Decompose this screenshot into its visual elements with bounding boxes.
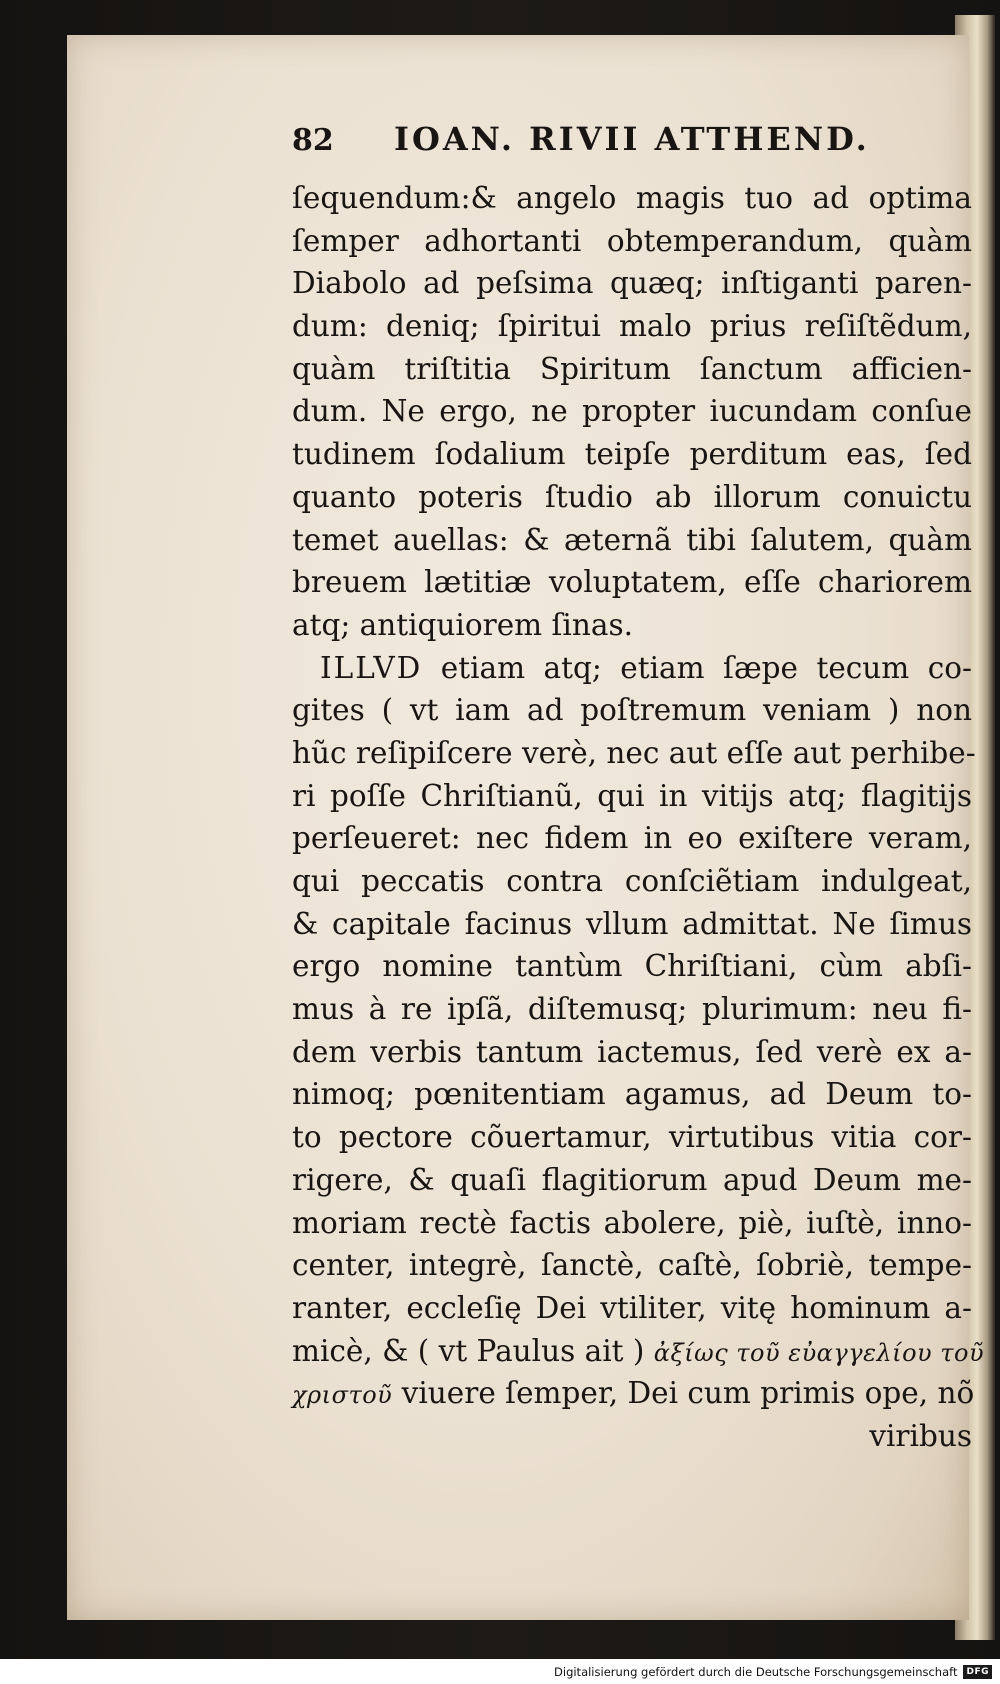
text-line: ri poſſe Chriſtianũ, qui in vitijs atq; flagitijs xyxy=(292,778,972,813)
paragraph-end-line: atq; antiquiorem ſinas. xyxy=(292,607,633,642)
text-line: Diabolo ad peſsima quæq; inſtiganti paren- xyxy=(292,266,972,301)
text-line: moriam rectè factis abolere, piè, iuſtè, inno- xyxy=(292,1205,972,1240)
text-line: rigere, & quaſi flagitiorum apud Deum me- xyxy=(292,1162,972,1197)
text-line: center, integrè, ſanctè, caſtè, ſobriè, tempe- xyxy=(292,1248,972,1283)
text-line: dem verbis tantum iactemus, ſed verè ex a- xyxy=(292,1034,972,1069)
paragraph-start-line xyxy=(292,647,972,690)
text-line: quàm triſtitia Spiritum ſanctum afficien- xyxy=(292,351,972,386)
text-line: dum: deniq; ſpiritui malo prius reſiſtẽdum, xyxy=(292,309,972,344)
page-number: 82 xyxy=(292,123,334,158)
text-line: mus à re ipſã, diſtemusq; plurimum: neu fi- xyxy=(292,992,972,1027)
page-content xyxy=(292,120,985,1453)
book-page xyxy=(67,35,985,1620)
body-text xyxy=(292,177,985,1458)
running-title: IOAN. RIVII ATTHEND. xyxy=(394,120,870,158)
text-line: gites ( vt iam ad poſtremum veniam ) non xyxy=(292,693,972,728)
text-line: perſeueret: nec fidem in eo exiſtere veram, xyxy=(292,821,972,856)
text-line: hũc reſipiſcere verè, nec aut eſſe aut perhibe- xyxy=(292,735,976,770)
text-line: temet auellas: & æternã tibi ſalutem, quàm xyxy=(292,522,972,557)
greek-quote-line xyxy=(292,1330,985,1373)
dfg-logo-icon: DFG xyxy=(963,1665,992,1679)
text-line: & capitale facinus vllum admittat. Ne ſimus xyxy=(292,906,972,941)
initial-word: ILLVD xyxy=(320,650,423,685)
text-line: nimoq; pœnitentiam agamus, ad Deum to- xyxy=(292,1077,972,1112)
text-fragment: etiam atq; etiam ſæpe tecum co- xyxy=(440,650,972,685)
text-line: dum. Ne ergo, ne propter iucundam conſue xyxy=(292,394,972,429)
text-line: ſequendum:& angelo magis tuo ad optima xyxy=(292,181,972,215)
running-header xyxy=(292,120,972,176)
text-fragment: viuere ſemper, Dei cum primis ope, nõ xyxy=(401,1376,975,1411)
text-line: breuem lætitiæ voluptatem, eſſe chariorem xyxy=(292,565,972,600)
text-line: qui peccatis contra conſciẽtiam indulgeat, xyxy=(292,864,972,898)
text-line: to pectore cõuertamur, virtutibus vitia cor- xyxy=(292,1120,972,1155)
digitization-footer xyxy=(0,1659,1000,1684)
catchword: viribus xyxy=(869,1418,972,1453)
footer-note: Digitalisierung gefördert durch die Deutsche Forschungsgemeinschaft xyxy=(554,1664,958,1679)
text-fragment: micè, & ( vt Paulus ait ) xyxy=(292,1333,645,1368)
greek-phrase: ἀξίως τοῦ εὐαγγελίου τοῦ xyxy=(653,1338,985,1367)
text-line: ergo nomine tantùm Chriſtiani, cùm abſi- xyxy=(292,949,972,984)
text-line: quanto poteris ſtudio ab illorum conuictu xyxy=(292,479,972,514)
text-line: tudinem ſodalium teipſe perditum eas, ſed xyxy=(292,437,972,472)
text-line: ranter, eccleſię Dei vtiliter, vitę hominum a- xyxy=(292,1290,972,1325)
greek-abbreviation: χριστοῦ xyxy=(292,1381,393,1410)
text-line xyxy=(292,1372,975,1415)
text-line: ſemper adhortanti obtemperandum, quàm xyxy=(292,223,972,258)
